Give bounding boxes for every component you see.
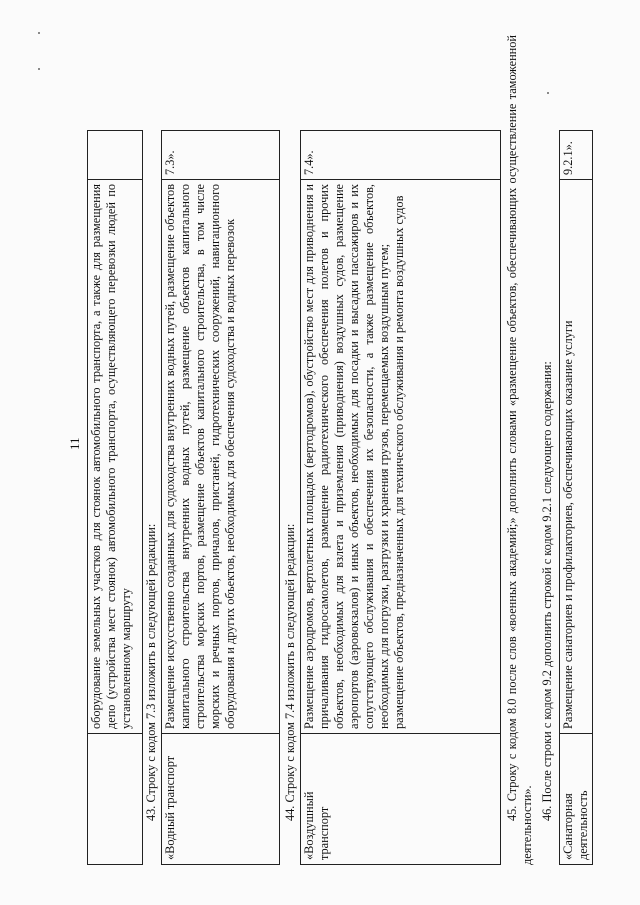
page-number: 11	[67, 437, 82, 450]
scan-speck	[38, 32, 40, 34]
name-cell: «Водный транспорт	[162, 734, 280, 865]
table-continuation	[87, 130, 143, 865]
code-cell: 7.4».	[301, 131, 501, 180]
name-cell: «Воздушный транспорт	[301, 734, 501, 865]
code-cell	[88, 131, 143, 180]
scan-speck	[38, 68, 40, 70]
item-43: 43. Строку с кодом 7.3 изложить в следующей редакции:	[144, 523, 158, 821]
code-cell: 7.3».	[162, 131, 280, 180]
description-cell: оборудование земельных участков для стоянок автомобильного транспорта, а также для размещения депо (устройства мест стоянок) автомобильного транспорта, осуществляющего перевозки людей по установленному маршруту	[88, 180, 143, 734]
name-cell	[88, 734, 143, 865]
table-code-7-3	[161, 130, 280, 865]
table-code-9-2-1	[559, 130, 593, 865]
description-cell: Размещение искусственно созданных для судоходства внутренних водных путей, размещение объектов капитального строительства внутренних водных путей, размещение объектов капитального строительства морских портов, размещение объектов капитального строительства, в том числе морских и речных портов, причалов, пристаней, гидротехнических сооружений, навигационного оборудования и других объектов, необходимых для обеспечения судоходства и водных перевозок	[162, 180, 280, 734]
item-44: 44. Строку с кодом 7.4 изложить в следующей редакции:	[283, 523, 297, 821]
table-row	[162, 131, 280, 865]
description-part: размещение объектов, предназначенных для технического обслуживания и ремонта воздушных судов	[392, 195, 406, 729]
description-part: Размещение аэродромов, вертолетных площадок (вертодромов), обустройство мест для приводнения и причаливания гидросамолетов, размещение радиотехнического обеспечения полетов и прочих объектов, необходимых для взлета и приземления (приводнения) воздушных судов, размещение аэропортов (аэровокзалов) и иных объектов, необходимых для посадки и высадки пассажиров и их сопутствующего обслуживания и обеспечения их безопасности, а также размещение объектов, необходимых для погрузки, разгрузки и хранения грузов, перемещаемых воздушным путем;	[302, 184, 391, 729]
rotated-content	[65, 35, 590, 865]
table-row	[301, 131, 501, 865]
description-cell: Размещение санаториев и профилакториев, обеспечивающих оказание услуги	[560, 180, 593, 734]
description-cell	[301, 180, 501, 734]
item-46: 46. После строки с кодом 9.2 дополнить строкой с кодом 9.2.1 следующего содержания:	[540, 361, 554, 821]
table-code-7-4	[300, 130, 501, 865]
name-cell: «Санаторная деятельность	[560, 734, 593, 865]
table-row	[88, 131, 143, 865]
code-cell: 9.2.1».	[560, 131, 593, 180]
item-45: 45. Строку с кодом 8.0 после слов «военных академий;» дополнить словами «размещение объектов, обеспечивающих осуществление таможенной деятельности».	[505, 35, 534, 865]
table-row	[560, 131, 593, 865]
